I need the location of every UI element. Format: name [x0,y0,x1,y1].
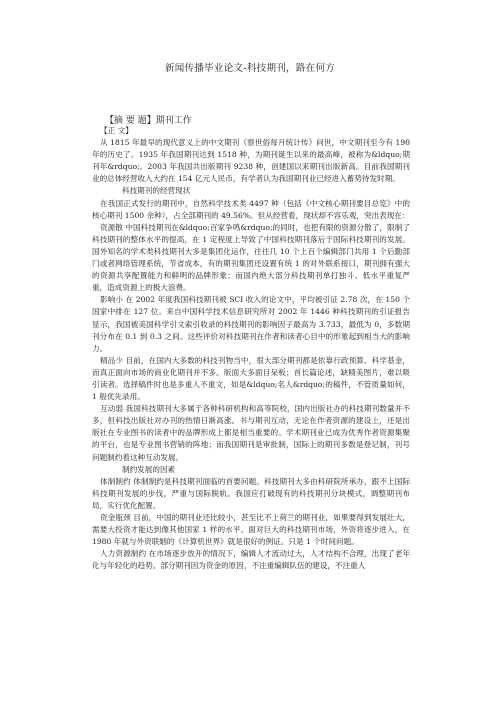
document-body [92,125,410,572]
abstract-heading: 【摘 要 题】期刊工作 [105,116,192,126]
paragraph-system-constraint: 体制制约 体制制约是科技期刊面临的首要问题。科技期刊大多由科研院所承办，跟不上国际科技期刊发展的步伐，严重与国际脱轨。我国应打破现有的科技期刊分块模式，调整期刊布局，实行优化配置。 [92,476,410,510]
paragraph-scattered-resources: 资源散 中国科技期刊在&ldquo;百家争鸣&rdquo;的同时，也把有限的资源分散了，限制了科技期刊的整体水平的提高，在 1 定程度上导致了中国科技期刊落后于国际科技期刊的发展。国外知名的学术类科技期刊大多是集团化运作，往往几 10 个上百个编辑部门共用 1 个后勤部门或者网络管理系统，节省成本，有的期刊集团还设置有统 1 的对外联系接口，期刊拥有强大的资源共享配置能力和鲜明的品牌形象；而国内绝大部分科技期刊单打独斗、低水平重复严重，造成资源上的极大浪费。 [92,222,410,293]
paragraph-status: 在我国正式发行的期刊中，自然科学技术类 4497 种（包括《中文核心期刊要目总览》中的核心期刊 1500 余种），占全部期刊的 49.56%。但从经营看，现状却不容乐观，突出表现在： [92,198,410,220]
paragraph-few-quality: 精品少 目前，在国内大多数的科技刊物当中，很大部分期刊都是依靠行政预算、科学基金，而真正面向市场的商业化期刊并不多。版面大多面目呆板；首长篇论述，缺精美图片，难以吸引读者。选择稿件时也是多重人不重文，如是&ldquo;名人&rdquo;的稿件，不管质量如何，1 般优先录用。 [92,355,410,402]
paragraph-low-impact: 影响小 在 2002 年度我国科技期刊被 SCI 收入的论文中，平均被引证 2.78 次，在 150 个国家中排在 127 位。来自中国科学技术信息研究所对 2002 年 1446 种科技期刊的引证报告显示，我国被美国科学引文索引收录的科技期刊的影响因子最高为 3.733，最低为 0，多数期刊分布在 0.1 到 0.3 之间。这些评价对科技期刊在作者和读者心目中的形象起到相当大的影响力。 [92,295,410,353]
section-heading-factors: 制约发展的因素 [122,464,176,474]
paragraph-human-resources: 人力资源制约 在市场逐步放开的情况下，编辑人才流动过大，人才结构不合理，出现了老年化与年轻化的趋势。部分期刊因为资金的原因，不注重编辑队伍的建设，不注重人 [92,549,410,571]
paragraph-intro: 从 1815 年最早的现代意义上的中文期刊《察世俗每月统计传》问世，中文期刊至今有 190 年的历史了。1935 年我国期刊达到 1518 种，为期刊诞生以来的最高峰，被称为&ldquo;期刊年&rdquo;。2003 年我国共出版期刊 9238 种，创建国以来期刊出版新高。目前我国期刊业的总体经营收入大约在 154 亿元人民币，有学者认为我国期刊业已经进入蓄势待发时期。 [92,138,410,184]
section-heading-status: 科技期刊的经营现状 [122,186,191,196]
paragraph-funding-bottleneck: 资金瓶颈 目前，中国的期刊业还比较小，甚至比不上荷兰的期刊业，如果要得到发展壮大，需要大投资才能达到像其他国家 1 样的水平。面对巨大的科技期刊市场，外资将逐步进入，在 1980 年就与外资联姻的《计算机世界》就是很好的例证。只是 1 个时间问题。 [92,513,410,547]
body-label: 【正 文】 [100,126,133,135]
document-title: 新闻传播毕业论文-科技期刊，路在何方 [164,63,336,74]
paragraph-weak-interaction: 互动弱 我国科技期刊大多属于各种科研机构和高等院校，国内出版社办的科技期刊数量并不多，但科技出版社对办刊的热情日渐高涨。书与期刊互动，无论在作者资源的建设上，还是出版社在专业图书的读者中的品牌形成上都是相当重要的。学术期刊业已成为优秀作者资源集聚的平台，也是专业图书营销的阵地；而我国期刊是审批制，国际上的期刊多数是登记制，刊号问题制约着这种互动发展。 [92,404,410,462]
